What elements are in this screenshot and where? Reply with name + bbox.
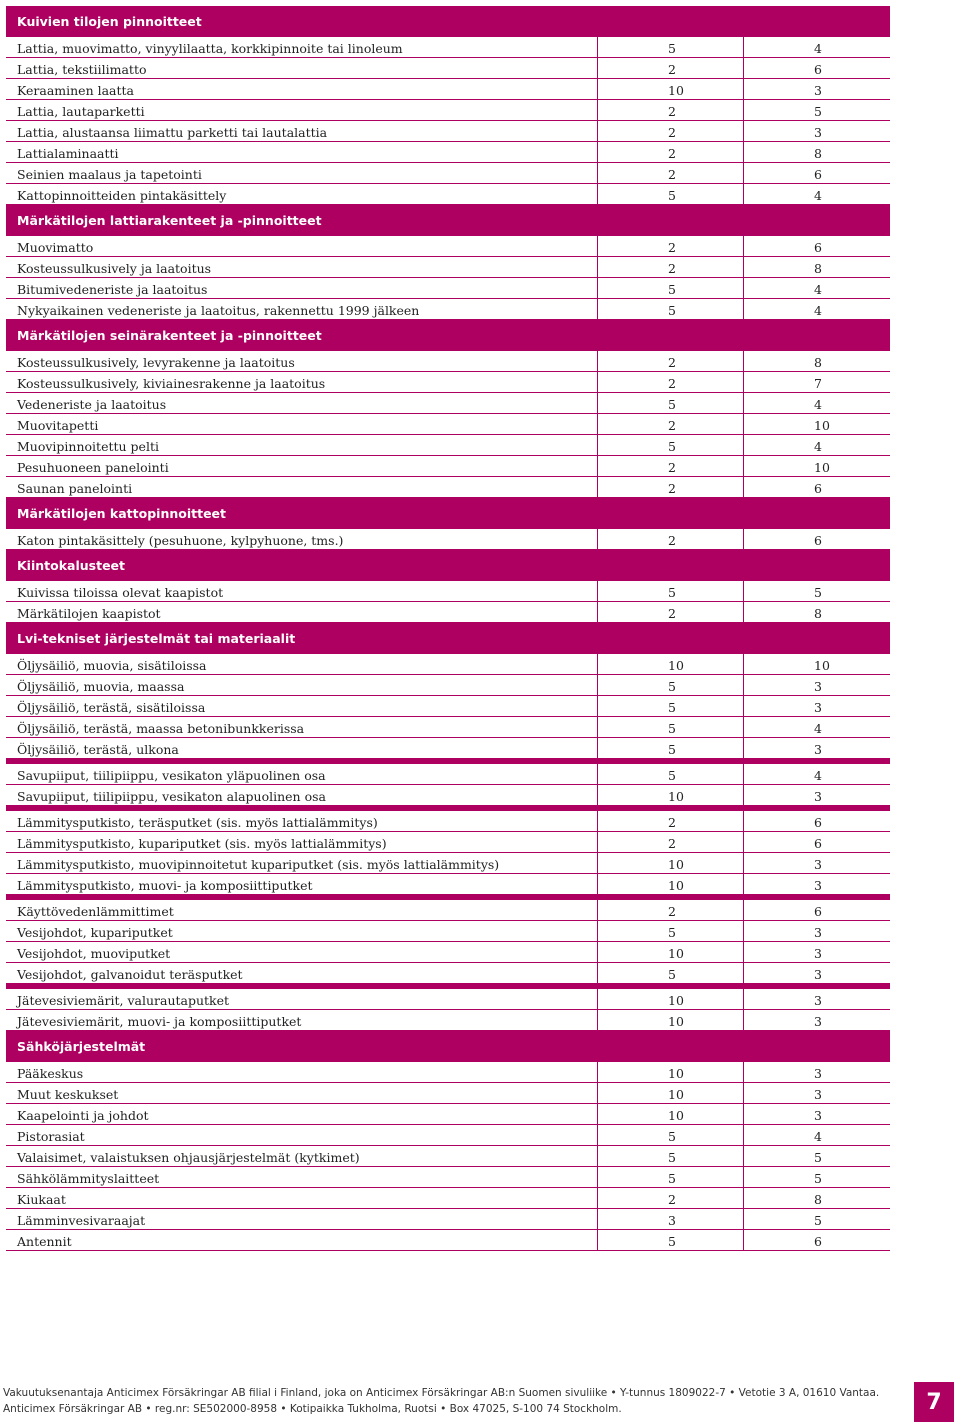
row-value-2: 4: [814, 768, 822, 783]
table-row: [6, 1083, 890, 1104]
table-row: [6, 79, 890, 100]
table-row: [6, 184, 890, 205]
row-value-1: 5: [598, 963, 744, 983]
row-label: Nykyaikainen vedeneriste ja laatoitus, rakennettu 1999 jälkeen: [6, 299, 598, 319]
row-value-2: 3: [814, 700, 822, 715]
row-value-1: 10: [598, 1062, 744, 1082]
row-value-2: 8: [814, 1192, 822, 1207]
row-label: Öljysäiliö, terästä, ulkona: [6, 738, 598, 758]
row-value-1: 10: [598, 853, 744, 873]
row-label: Muovitapetti: [6, 414, 598, 434]
row-label: Valaisimet, valaistuksen ohjausjärjestelmät (kytkimet): [6, 1146, 598, 1166]
row-label: Lattia, alustaansa liimattu parketti tai lautalattia: [6, 121, 598, 141]
row-value-1: 10: [598, 1083, 744, 1103]
row-value-1: 10: [598, 785, 744, 805]
row-value-1: 2: [598, 100, 744, 120]
row-label: Lattia, tekstiilimatto: [6, 58, 598, 78]
row-value-1: 10: [598, 874, 744, 894]
row-value-1: 5: [598, 921, 744, 941]
row-label: Sähkölämmityslaitteet: [6, 1167, 598, 1187]
row-value-2: 6: [814, 815, 822, 830]
row-value-2: 3: [814, 857, 822, 872]
row-label: Lattia, muovimatto, vinyylilaatta, korkkipinnoite tai linoleum: [6, 37, 598, 57]
row-label: Öljysäiliö, terästä, sisätiloissa: [6, 696, 598, 716]
row-label: Kosteussulkusively, kiviainesrakenne ja laatoitus: [6, 372, 598, 392]
section-header: Märkätilojen lattiarakenteet ja -pinnoitteet: [6, 205, 890, 236]
table-row: [6, 393, 890, 414]
table-row: [6, 37, 890, 58]
row-label: Öljysäiliö, muovia, maassa: [6, 675, 598, 695]
table-row: [6, 278, 890, 299]
row-value-1: 2: [598, 372, 744, 392]
row-value-2: 6: [814, 836, 822, 851]
row-value-2: 4: [814, 282, 822, 297]
footer-line-1: Vakuutuksenantaja Anticimex Försäkringar AB filial i Finland, joka on Anticimex Försäkringar AB:n Suomen sivuliike • Y-tunnus 1809022-7 • Vetotie 3 A, 01610 Vantaa.: [3, 1387, 880, 1399]
table-row: [6, 1125, 890, 1146]
table-row: [6, 1209, 890, 1230]
row-value-2: 4: [814, 439, 822, 454]
row-value-1: 10: [598, 989, 744, 1009]
row-value-2: 8: [814, 606, 822, 621]
footer-line-2: Anticimex Försäkringar AB • reg.nr: SE502000-8958 • Kotipaikka Tukholma, Ruotsi • Box 47025, S-100 74 Stockholm.: [3, 1403, 622, 1415]
row-value-2: 3: [814, 679, 822, 694]
row-value-1: 5: [598, 299, 744, 319]
row-value-2: 3: [814, 125, 822, 140]
row-label: Savupiiput, tiilipiippu, vesikaton alapuolinen osa: [6, 785, 598, 805]
row-value-1: 2: [598, 477, 744, 497]
row-value-1: 5: [598, 675, 744, 695]
row-value-1: 5: [598, 696, 744, 716]
row-value-2: 8: [814, 261, 822, 276]
row-value-2: 3: [814, 1087, 822, 1102]
row-label: Jätevesiviemärit, muovi- ja komposiittiputket: [6, 1010, 598, 1030]
table-row: [6, 1104, 890, 1125]
row-value-1: 5: [598, 717, 744, 737]
row-value-1: 2: [598, 1188, 744, 1208]
table-row: [6, 942, 890, 963]
row-label: Lattialaminaatti: [6, 142, 598, 162]
row-label: Muovimatto: [6, 236, 598, 256]
row-value-1: 10: [598, 1104, 744, 1124]
row-value-2: 5: [814, 1150, 822, 1165]
table-row: [6, 351, 890, 372]
row-value-1: 2: [598, 351, 744, 371]
table-row: [6, 874, 890, 895]
row-label: Käyttövedenlämmittimet: [6, 900, 598, 920]
row-label: Vesijohdot, muoviputket: [6, 942, 598, 962]
row-label: Keraaminen laatta: [6, 79, 598, 99]
row-label: Lämmitysputkisto, teräsputket (sis. myös lattialämmitys): [6, 811, 598, 831]
table-row: [6, 1188, 890, 1209]
table-row: [6, 764, 890, 785]
table-row: [6, 785, 890, 806]
section-header: Kuivien tilojen pinnoitteet: [6, 6, 890, 37]
row-label: Lämmitysputkisto, muovipinnoitetut kupariputket (sis. myös lattialämmitys): [6, 853, 598, 873]
table-row: [6, 675, 890, 696]
row-value-1: 2: [598, 811, 744, 831]
row-value-2: 3: [814, 83, 822, 98]
row-label: Kiukaat: [6, 1188, 598, 1208]
table-row: [6, 832, 890, 853]
row-label: Jätevesiviemärit, valurautaputket: [6, 989, 598, 1009]
row-value-1: 10: [598, 1010, 744, 1030]
row-value-1: 5: [598, 764, 744, 784]
row-value-1: 5: [598, 1167, 744, 1187]
row-value-2: 10: [814, 460, 830, 475]
row-value-1: 2: [598, 142, 744, 162]
table-row: [6, 477, 890, 498]
row-value-1: 10: [598, 654, 744, 674]
row-value-2: 3: [814, 742, 822, 757]
row-value-1: 2: [598, 602, 744, 622]
table-row: [6, 414, 890, 435]
table-row: [6, 963, 890, 984]
row-label: Vesijohdot, kupariputket: [6, 921, 598, 941]
row-value-1: 5: [598, 184, 744, 204]
row-label: Antennit: [6, 1230, 598, 1250]
row-value-2: 3: [814, 925, 822, 940]
row-value-2: 5: [814, 585, 822, 600]
table-row: [6, 1146, 890, 1167]
row-value-1: 5: [598, 1230, 744, 1250]
row-label: Kosteussulkusively, levyrakenne ja laatoitus: [6, 351, 598, 371]
row-value-2: 6: [814, 62, 822, 77]
table-row: [6, 989, 890, 1010]
row-label: Bitumivedeneriste ja laatoitus: [6, 278, 598, 298]
table-row: [6, 142, 890, 163]
row-value-2: 3: [814, 1066, 822, 1081]
row-label: Seinien maalaus ja tapetointi: [6, 163, 598, 183]
table-row: [6, 921, 890, 942]
section-header: Märkätilojen kattopinnoitteet: [6, 498, 890, 529]
row-value-2: 4: [814, 303, 822, 318]
row-value-1: 10: [598, 79, 744, 99]
row-value-1: 2: [598, 529, 744, 549]
row-value-1: 2: [598, 832, 744, 852]
row-label: Kattopinnoitteiden pintakäsittely: [6, 184, 598, 204]
row-value-2: 10: [814, 658, 830, 673]
table-row: [6, 58, 890, 79]
table-row: [6, 696, 890, 717]
row-value-1: 5: [598, 581, 744, 601]
row-value-2: 8: [814, 355, 822, 370]
row-value-2: 6: [814, 904, 822, 919]
table-row: [6, 456, 890, 477]
row-label: Vesijohdot, galvanoidut teräsputket: [6, 963, 598, 983]
row-value-2: 4: [814, 1129, 822, 1144]
table-row: [6, 602, 890, 623]
row-value-2: 3: [814, 878, 822, 893]
row-value-2: 4: [814, 397, 822, 412]
table-row: [6, 1062, 890, 1083]
section-header: Kiintokalusteet: [6, 550, 890, 581]
table-row: [6, 1230, 890, 1251]
row-value-1: 10: [598, 942, 744, 962]
row-label: Öljysäiliö, terästä, maassa betonibunkkerissa: [6, 717, 598, 737]
row-value-1: 5: [598, 435, 744, 455]
row-value-1: 2: [598, 163, 744, 183]
row-label: Lämminvesivaraajat: [6, 1209, 598, 1229]
row-label: Märkätilojen kaapistot: [6, 602, 598, 622]
row-label: Savupiiput, tiilipiippu, vesikaton yläpuolinen osa: [6, 764, 598, 784]
page-number: 7: [914, 1382, 954, 1422]
table-row: [6, 372, 890, 393]
row-label: Pistorasiat: [6, 1125, 598, 1145]
row-value-1: 5: [598, 1125, 744, 1145]
row-value-2: 3: [814, 946, 822, 961]
row-value-2: 6: [814, 240, 822, 255]
row-value-2: 7: [814, 376, 822, 391]
row-value-2: 3: [814, 967, 822, 982]
table-row: [6, 163, 890, 184]
row-value-2: 5: [814, 1171, 822, 1186]
table-row: [6, 853, 890, 874]
row-value-1: 5: [598, 393, 744, 413]
row-label: Kosteussulkusively ja laatoitus: [6, 257, 598, 277]
row-label: Muut keskukset: [6, 1083, 598, 1103]
table-row: [6, 1167, 890, 1188]
row-label: Kuivissa tiloissa olevat kaapistot: [6, 581, 598, 601]
row-value-1: 2: [598, 121, 744, 141]
row-value-1: 2: [598, 58, 744, 78]
row-value-1: 5: [598, 37, 744, 57]
row-value-2: 6: [814, 167, 822, 182]
row-value-2: 4: [814, 188, 822, 203]
row-value-2: 3: [814, 1014, 822, 1029]
row-value-1: 2: [598, 257, 744, 277]
row-value-2: 5: [814, 1213, 822, 1228]
table-row: [6, 100, 890, 121]
row-label: Muovipinnoitettu pelti: [6, 435, 598, 455]
table-row: [6, 738, 890, 759]
row-value-1: 5: [598, 738, 744, 758]
table-row: [6, 435, 890, 456]
section-header: Sähköjärjestelmät: [6, 1031, 890, 1062]
row-value-2: 5: [814, 104, 822, 119]
row-value-1: 5: [598, 1146, 744, 1166]
insurance-table: [6, 6, 890, 1251]
table-row: [6, 900, 890, 921]
table-row: [6, 121, 890, 142]
row-value-2: 6: [814, 481, 822, 496]
row-value-2: 3: [814, 789, 822, 804]
row-label: Öljysäiliö, muovia, sisätiloissa: [6, 654, 598, 674]
row-label: Lämmitysputkisto, kupariputket (sis. myös lattialämmitys): [6, 832, 598, 852]
row-value-2: 8: [814, 146, 822, 161]
table-row: [6, 257, 890, 278]
row-value-2: 6: [814, 1234, 822, 1249]
row-value-1: 2: [598, 236, 744, 256]
row-value-2: 10: [814, 418, 830, 433]
row-value-2: 6: [814, 533, 822, 548]
table-row: [6, 299, 890, 320]
table-row: [6, 1010, 890, 1031]
row-label: Pääkeskus: [6, 1062, 598, 1082]
row-label: Vedeneriste ja laatoitus: [6, 393, 598, 413]
row-label: Kaapelointi ja johdot: [6, 1104, 598, 1124]
row-value-1: 2: [598, 900, 744, 920]
row-value-2: 4: [814, 721, 822, 736]
row-value-1: 3: [598, 1209, 744, 1229]
row-label: Lattia, lautaparketti: [6, 100, 598, 120]
row-value-1: 2: [598, 414, 744, 434]
table-row: [6, 236, 890, 257]
table-row: [6, 654, 890, 675]
row-value-1: 2: [598, 456, 744, 476]
section-header: Märkätilojen seinärakenteet ja -pinnoitteet: [6, 320, 890, 351]
row-label: Lämmitysputkisto, muovi- ja komposiittiputket: [6, 874, 598, 894]
row-label: Katon pintakäsittely (pesuhuone, kylpyhuone, tms.): [6, 529, 598, 549]
table-row: [6, 811, 890, 832]
section-header: Lvi-tekniset järjestelmät tai materiaalit: [6, 623, 890, 654]
row-value-1: 5: [598, 278, 744, 298]
footer: [3, 1385, 903, 1417]
row-value-2: 3: [814, 993, 822, 1008]
row-label: Saunan panelointi: [6, 477, 598, 497]
row-label: Pesuhuoneen panelointi: [6, 456, 598, 476]
table-row: [6, 529, 890, 550]
table-row: [6, 717, 890, 738]
table-row: [6, 581, 890, 602]
row-value-2: 4: [814, 41, 822, 56]
row-value-2: 3: [814, 1108, 822, 1123]
